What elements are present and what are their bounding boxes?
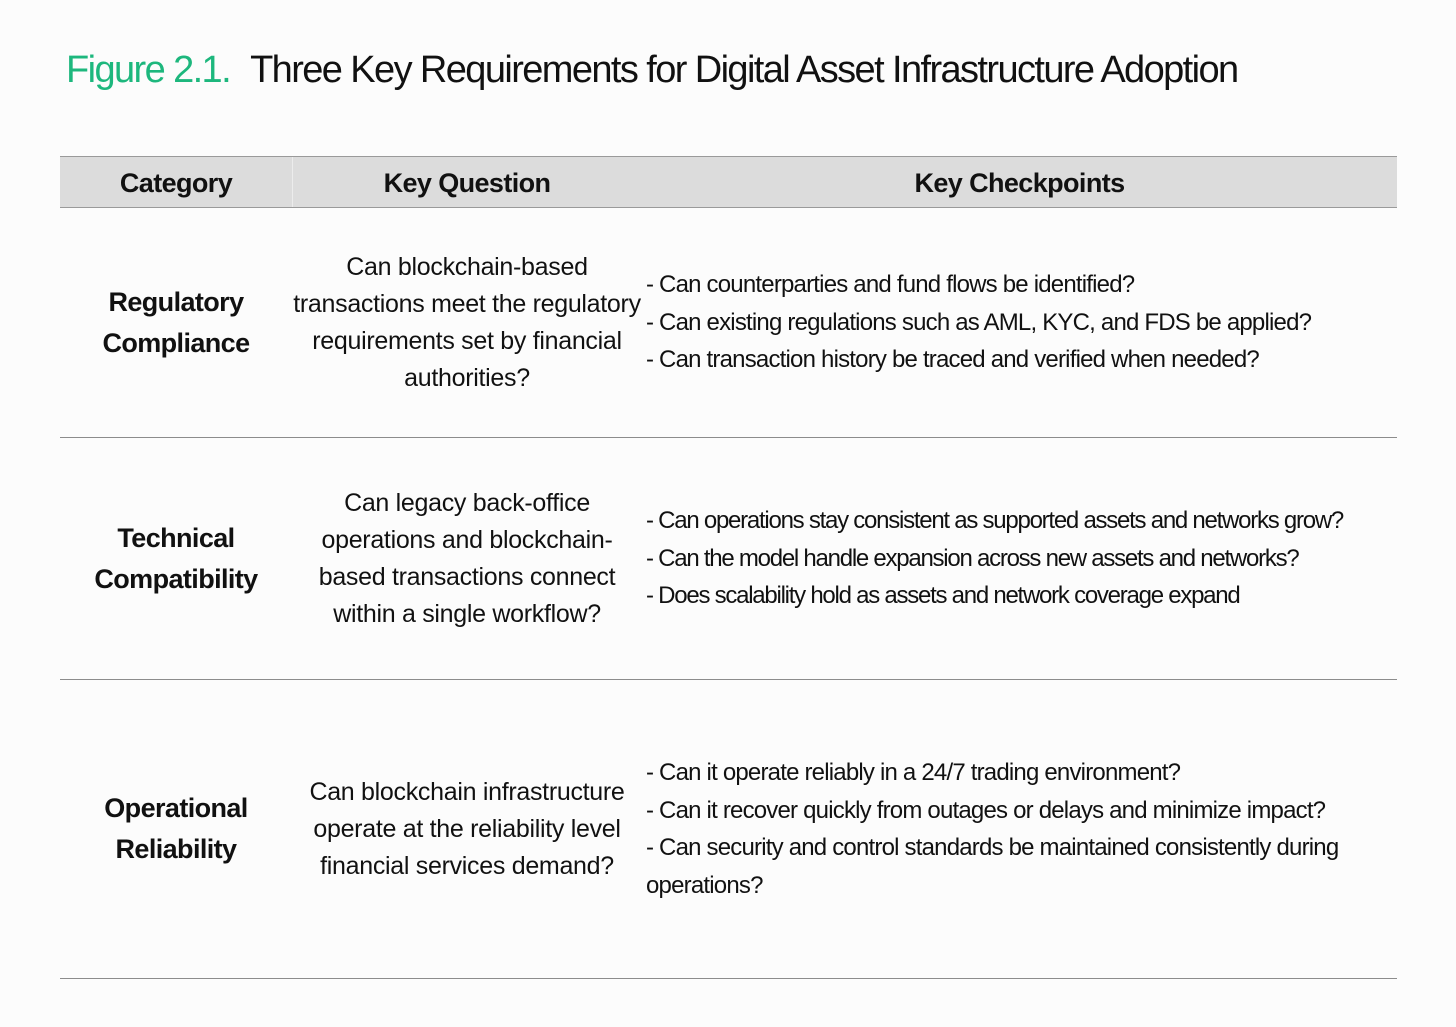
figure-label: Figure 2.1. (66, 49, 231, 91)
checkpoint-item: - Can operations stay consistent as supported assets and networks grow? (646, 507, 1344, 535)
checkpoint-item: - Can counterparties and fund flows be identified? (646, 271, 1135, 299)
category-line: Compatibility (94, 563, 258, 594)
checkpoints-cell (646, 208, 1397, 437)
checkpoint-list (646, 754, 1397, 904)
checkpoint-item: - Can transaction history be traced and verified when needed? (646, 346, 1259, 374)
header-key-question: Key Question (383, 168, 551, 198)
checkpoint-item: - Can security and control standards be maintained consistently during operations? (646, 834, 1339, 899)
checkpoint-item: - Does scalability hold as assets and network coverage expand (646, 582, 1240, 610)
key-question-text: Can blockchain infrastructure operate at the reliability level financial services demand? (309, 777, 625, 880)
category-line: Operational (104, 793, 248, 823)
key-question-text: Can legacy back-office operations and blockchain-based transactions connect within a single workflow? (318, 488, 616, 628)
question-cell (292, 208, 642, 437)
key-question-text: Can blockchain-based transactions meet the regulatory requirements set by financial authorities? (293, 252, 641, 392)
figure-heading: Three Key Requirements for Digital Asset Infrastructure Adoption (250, 49, 1238, 91)
category-line: Regulatory (108, 286, 244, 317)
category-line: Technical (117, 522, 235, 553)
table-header-row (60, 156, 1397, 208)
header-key-checkpoints: Key Checkpoints (914, 168, 1125, 198)
header-category: Category (119, 168, 233, 198)
checkpoint-item: - Can existing regulations such as AML, KYC, and FDS be applied? (646, 308, 1312, 336)
checkpoints-cell (646, 438, 1397, 679)
category-cell (60, 438, 292, 679)
table-row-operational-reliability (60, 680, 1397, 979)
category-line: Reliability (115, 834, 237, 864)
checkpoint-list (646, 266, 1311, 379)
requirements-table (60, 156, 1397, 979)
category-line: Compliance (102, 327, 250, 358)
checkpoint-list (646, 502, 1343, 615)
checkpoint-item: - Can it recover quickly from outages or delays and minimize impact? (646, 796, 1326, 824)
figure-title (66, 44, 1238, 96)
question-cell (292, 680, 642, 978)
category-cell (60, 680, 292, 978)
question-cell (292, 438, 642, 679)
checkpoints-cell (646, 680, 1397, 978)
checkpoint-item: - Can the model handle expansion across new assets and networks? (646, 544, 1299, 572)
category-cell (60, 208, 292, 437)
table-row-regulatory-compliance (60, 208, 1397, 438)
checkpoint-item: - Can it operate reliably in a 24/7 trading environment? (646, 759, 1181, 786)
table-row-technical-compatibility (60, 438, 1397, 680)
